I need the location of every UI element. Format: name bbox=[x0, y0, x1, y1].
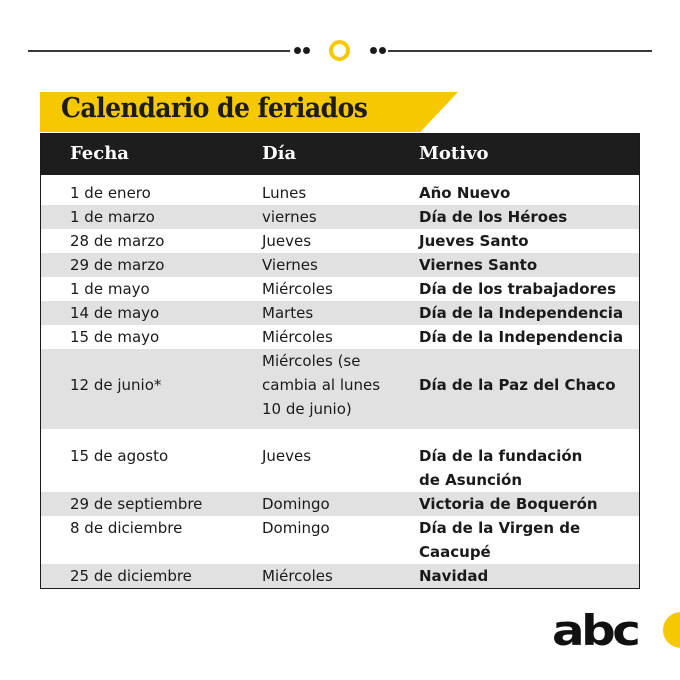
cell-fecha: 1 de enero bbox=[70, 184, 151, 202]
cell-motivo: Día de la fundación de Asunción bbox=[419, 447, 583, 489]
table-row bbox=[41, 229, 639, 253]
cell-dia: Viernes bbox=[262, 256, 318, 274]
cell-fecha: 1 de marzo bbox=[70, 208, 155, 226]
table-row bbox=[41, 516, 639, 564]
page-title: Calendario de feriados bbox=[61, 93, 368, 124]
cell-motivo: Día de la Independencia bbox=[419, 304, 624, 322]
table-row bbox=[41, 564, 639, 588]
top-rule-left bbox=[28, 50, 290, 52]
table-row bbox=[41, 349, 639, 429]
ornament-dot bbox=[303, 47, 310, 54]
abc-logo: abc bbox=[552, 606, 638, 655]
cell-motivo: Día de la Independencia bbox=[419, 328, 624, 346]
cell-dia: Miércoles bbox=[262, 280, 333, 298]
table-row bbox=[41, 277, 639, 301]
cell-fecha: 1 de mayo bbox=[70, 280, 150, 298]
table-row bbox=[41, 253, 639, 277]
holiday-table bbox=[40, 133, 640, 589]
cell-motivo: Día de los trabajadores bbox=[419, 280, 617, 298]
cell-fecha: 12 de junio* bbox=[70, 376, 162, 394]
table-row bbox=[41, 444, 639, 492]
table-row bbox=[41, 492, 639, 516]
ornament-dot bbox=[379, 47, 386, 54]
ornament-dot bbox=[370, 47, 377, 54]
ornament-dot bbox=[294, 47, 301, 54]
cell-fecha: 28 de marzo bbox=[70, 232, 165, 250]
cell-motivo: Victoria de Boquerón bbox=[419, 495, 598, 513]
cell-motivo: Día de la Virgen de Caacupé bbox=[419, 519, 581, 561]
cell-dia: viernes bbox=[262, 208, 317, 226]
cell-fecha: 14 de mayo bbox=[70, 304, 160, 322]
cell-motivo: Jueves Santo bbox=[419, 232, 529, 250]
cell-fecha: 8 de diciembre bbox=[70, 519, 183, 537]
cell-fecha: 15 de mayo bbox=[70, 328, 160, 346]
table-header bbox=[41, 134, 639, 175]
cell-dia: Miércoles (se cambia al lunes 10 de junio) bbox=[262, 352, 381, 418]
cell-motivo: Día de la Paz del Chaco bbox=[419, 376, 616, 394]
cell-fecha: 29 de marzo bbox=[70, 256, 165, 274]
cell-dia: Martes bbox=[262, 304, 314, 322]
header-motivo: Motivo bbox=[419, 143, 489, 164]
table-row bbox=[41, 325, 639, 349]
top-rule-right bbox=[388, 50, 652, 52]
cell-fecha: 15 de agosto bbox=[70, 447, 169, 465]
cell-motivo: Navidad bbox=[419, 567, 489, 585]
header-fecha: Fecha bbox=[70, 143, 129, 164]
logo-dot-icon bbox=[663, 612, 680, 648]
table-row bbox=[41, 301, 639, 325]
ornament-ring-icon bbox=[329, 40, 350, 61]
cell-fecha: 25 de diciembre bbox=[70, 567, 192, 585]
cell-motivo: Año Nuevo bbox=[419, 184, 511, 202]
table-row bbox=[41, 205, 639, 229]
cell-motivo: Día de los Héroes bbox=[419, 208, 568, 226]
cell-dia: Miércoles bbox=[262, 567, 333, 585]
cell-dia: Domingo bbox=[262, 519, 330, 537]
header-dia: Día bbox=[262, 143, 297, 164]
cell-dia: Miércoles bbox=[262, 328, 333, 346]
cell-dia: Jueves bbox=[262, 232, 312, 250]
cell-dia: Jueves bbox=[262, 447, 312, 465]
cell-dia: Lunes bbox=[262, 184, 307, 202]
table-row bbox=[41, 181, 639, 205]
cell-motivo: Viernes Santo bbox=[419, 256, 538, 274]
cell-dia: Domingo bbox=[262, 495, 330, 513]
cell-fecha: 29 de septiembre bbox=[70, 495, 203, 513]
